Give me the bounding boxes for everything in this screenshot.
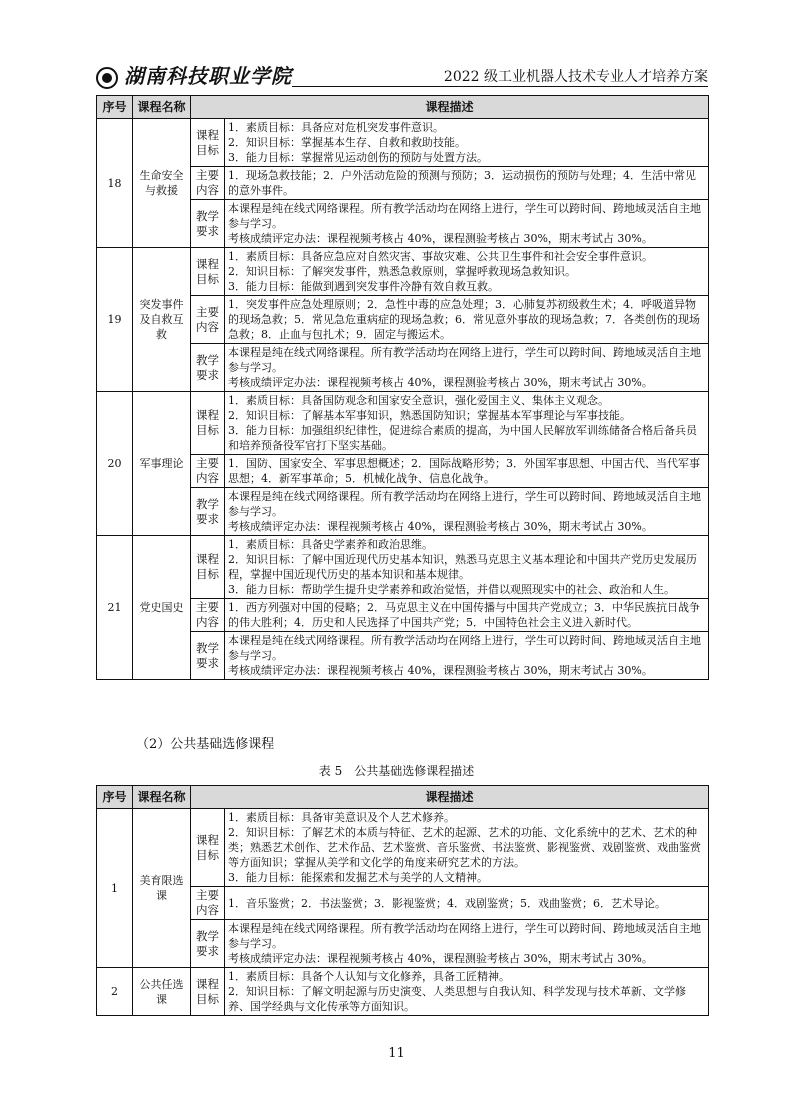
description-line: 3．能力目标：掌握常见运动创伤的预防与处置方法。: [228, 151, 488, 164]
main-content-text: [225, 167, 709, 200]
description-line: 考核成绩评定办法：课程视频考核占 40%，课程测验考核占 30%，期末考试占 30%。: [228, 520, 653, 533]
description-line: 3．能力目标：加强组织纪律性，促进综合素质的提高，为中国人民解放军训练储备合格后备兵员和培养预备役军官打下坚实基础。: [228, 424, 697, 452]
table-row: [97, 248, 709, 296]
description-line: 3．能力目标：能做到遇到突发事件冷静有效自救互救。: [228, 280, 499, 293]
section-title: （2）公共基础选修课程: [136, 737, 275, 752]
course-goal-label: 课程目标: [191, 248, 225, 296]
teaching-requirement-text: [225, 488, 709, 536]
table-row: [97, 536, 709, 599]
description-line: 3．能力目标：能探索和发掘艺术与美学的人文精神。: [228, 871, 488, 884]
teaching-requirement-text: [225, 632, 709, 680]
teaching-requirement-label: 教学要求: [191, 200, 225, 248]
course-name: 美育限选课: [133, 809, 191, 968]
course-name: 公共任选课: [133, 968, 191, 1016]
course-number: 21: [97, 536, 133, 680]
teaching-requirement-text: [225, 200, 709, 248]
course-table-2: [96, 785, 709, 1016]
description-line: 1．西方列强对中国的侵略；2．马克思主义在中国传播与中国共产党成立；3．中华民族抗日战争的伟大胜利；4．历史和人民选择了中国共产党；5．中国特色社会主义进入新时代。: [228, 601, 700, 629]
description-line: 本课程是纯在线式网络课程。所有教学活动均在网络上进行，学生可以跨时间、跨地域灵活自主地参与学习。: [228, 490, 701, 518]
description-line: 1．素质目标：具备应急应对自然灾害、事故灾难、公共卫生事件和社会安全事件意识。: [228, 250, 653, 263]
description-line: 3．能力目标：帮助学生提升史学素养和政治觉悟，并借以观照现实中的社会、政治和人生。: [228, 583, 675, 596]
course-number: 1: [97, 809, 133, 968]
description-line: 1．素质目标：具备审美意识及个人艺术修养。: [228, 811, 455, 824]
header-desc: 课程描述: [191, 786, 709, 809]
course-name: 军事理论: [133, 392, 191, 536]
course-goal-label: 课程目标: [191, 809, 225, 887]
course-goal-text: [225, 536, 709, 599]
course-goal-label: 课程目标: [191, 392, 225, 455]
main-content-text: [225, 296, 709, 344]
description-line: 2．知识目标：掌握基本生存、自救和救助技能。: [228, 136, 466, 149]
course-number: 2: [97, 968, 133, 1016]
course-goal-label: 课程目标: [191, 968, 225, 1016]
description-line: 2．知识目标：了解艺术的本质与特征、艺术的起源、艺术的功能、文化系统中的艺术、艺术的种类；熟悉艺术创作、艺术作品、艺术鉴赏、音乐鉴赏、书法鉴赏、影视鉴赏、戏剧鉴赏、戏曲鉴赏等方面知识；掌握从美学和文化学的角度来研究艺术的方法。: [228, 826, 701, 869]
description-line: 考核成绩评定办法：课程视频考核占 40%，课程测验考核占 30%，期末考试占 30%。: [228, 664, 653, 677]
course-name: 生命安全与救援: [133, 119, 191, 248]
school-logo: [96, 60, 292, 89]
document-title: 2022 级工业机器人技术专业人才培养方案: [443, 69, 708, 85]
table-caption: 表 5 公共基础选修课程描述: [318, 764, 475, 778]
course-goal-text: [225, 809, 709, 887]
description-line: 2．知识目标：了解中国近现代历史基本知识，熟悉马克思主义基本理论和中国共产党历史发展历程，掌握中国近现代历史的基本知识和基本规律。: [228, 553, 697, 581]
main-content-label: 主要内容: [191, 599, 225, 632]
main-content-text: [225, 599, 709, 632]
main-content-label: 主要内容: [191, 296, 225, 344]
header-no: 序号: [97, 786, 133, 809]
teaching-requirement-label: 教学要求: [191, 632, 225, 680]
course-goal-text: [225, 968, 709, 1016]
description-line: 2．知识目标：了解基本军事知识，熟悉国防知识；掌握基本军事理论与军事技能。: [228, 409, 631, 422]
header-desc: 课程描述: [191, 96, 709, 119]
course-number: 18: [97, 119, 133, 248]
page-header: [96, 54, 708, 88]
page-number: 11: [388, 1046, 405, 1061]
main-content-text: [225, 887, 709, 920]
description-line: 1．音乐鉴赏；2．书法鉴赏；3．影视鉴赏；4．戏剧鉴赏；5．戏曲鉴赏；6．艺术导论。: [228, 896, 666, 910]
main-content-label: 主要内容: [191, 887, 225, 920]
description-line: 1．突发事件应急处理原则；2．急性中毒的应急处理；3．心肺复苏初级救生术；4．呼吸道异物的现场急救；5．常见急危重病症的现场急救；6．常见意外事故的现场急救；7．各类创伤的现场急救；8．止血与包扎术；9．固定与搬运术。: [228, 298, 700, 341]
teaching-requirement-label: 教学要求: [191, 488, 225, 536]
description-line: 本课程是纯在线式网络课程。所有教学活动均在网络上进行，学生可以跨时间、跨地域灵活自主地参与学习。: [228, 922, 701, 950]
school-name: 湖南科技职业学院: [124, 64, 292, 88]
course-goal-text: [225, 119, 709, 167]
header-rule: [292, 86, 708, 87]
main-content-label: 主要内容: [191, 455, 225, 488]
description-line: 考核成绩评定办法：课程视频考核占 40%，课程测验考核占 30%，期末考试占 30%。: [228, 376, 653, 389]
description-line: 本课程是纯在线式网络课程。所有教学活动均在网络上进行，学生可以跨时间、跨地域灵活自主地参与学习。: [228, 634, 701, 662]
header-no: 序号: [97, 96, 133, 119]
description-line: 1．素质目标：具备个人认知与文化修养，具备工匠精神。: [228, 970, 510, 983]
course-goal-label: 课程目标: [191, 119, 225, 167]
course-goal-label: 课程目标: [191, 536, 225, 599]
description-line: 1．现场急救技能；2．户外活动危险的预测与预防；3．运动损伤的预防与处理；4．生活中常见的意外事件。: [228, 169, 696, 197]
description-line: 1．素质目标：具备国防观念和国家安全意识，强化爱国主义、集体主义观念。: [228, 394, 609, 407]
description-line: 本课程是纯在线式网络课程。所有教学活动均在网络上进行，学生可以跨时间、跨地域灵活自主地参与学习。: [228, 346, 701, 374]
course-number: 20: [97, 392, 133, 536]
description-line: 考核成绩评定办法：课程视频考核占 40%，课程测验考核占 30%，期末考试占 30%。: [228, 232, 653, 245]
course-number: 19: [97, 248, 133, 392]
school-seal-icon: [96, 67, 118, 89]
course-name: 党史国史: [133, 536, 191, 680]
teaching-requirement-text: [225, 344, 709, 392]
description-line: 1．国防、国家安全、军事思想概述；2．国际战略形势；3．外国军事思想、中国古代、当代军事思想；4．新军事革命；5．机械化战争、信息化战争。: [228, 457, 700, 485]
course-goal-text: [225, 392, 709, 455]
teaching-requirement-label: 教学要求: [191, 920, 225, 968]
header-name: 课程名称: [133, 786, 191, 809]
description-line: 1．素质目标：具备应对危机突发事件意识。: [228, 121, 444, 134]
header-name: 课程名称: [133, 96, 191, 119]
teaching-requirement-label: 教学要求: [191, 344, 225, 392]
description-line: 本课程是纯在线式网络课程。所有教学活动均在网络上进行，学生可以跨时间、跨地域灵活自主地参与学习。: [228, 202, 701, 230]
table-row: [97, 119, 709, 167]
description-line: 1．素质目标：具备史学素养和政治思维。: [228, 538, 433, 551]
description-line: 考核成绩评定办法：课程视频考核占 40%，课程测验考核占 30%，期末考试占 30%。: [228, 952, 653, 965]
course-goal-text: [225, 248, 709, 296]
table-row: [97, 809, 709, 887]
course-name: 突发事件及自救互救: [133, 248, 191, 392]
course-table-1: [96, 95, 709, 680]
description-line: 2．知识目标：了解文明起源与历史演变、人类思想与自我认知、科学发现与技术革新、文学修养、国学经典与文化传承等方面知识。: [228, 985, 686, 1013]
main-content-text: [225, 455, 709, 488]
teaching-requirement-text: [225, 920, 709, 968]
description-line: 2．知识目标：了解突发事件，熟悉急救原则，掌握呼救现场急救知识。: [228, 265, 576, 278]
table-row: [97, 392, 709, 455]
main-content-label: 主要内容: [191, 167, 225, 200]
table-row: [97, 968, 709, 1016]
